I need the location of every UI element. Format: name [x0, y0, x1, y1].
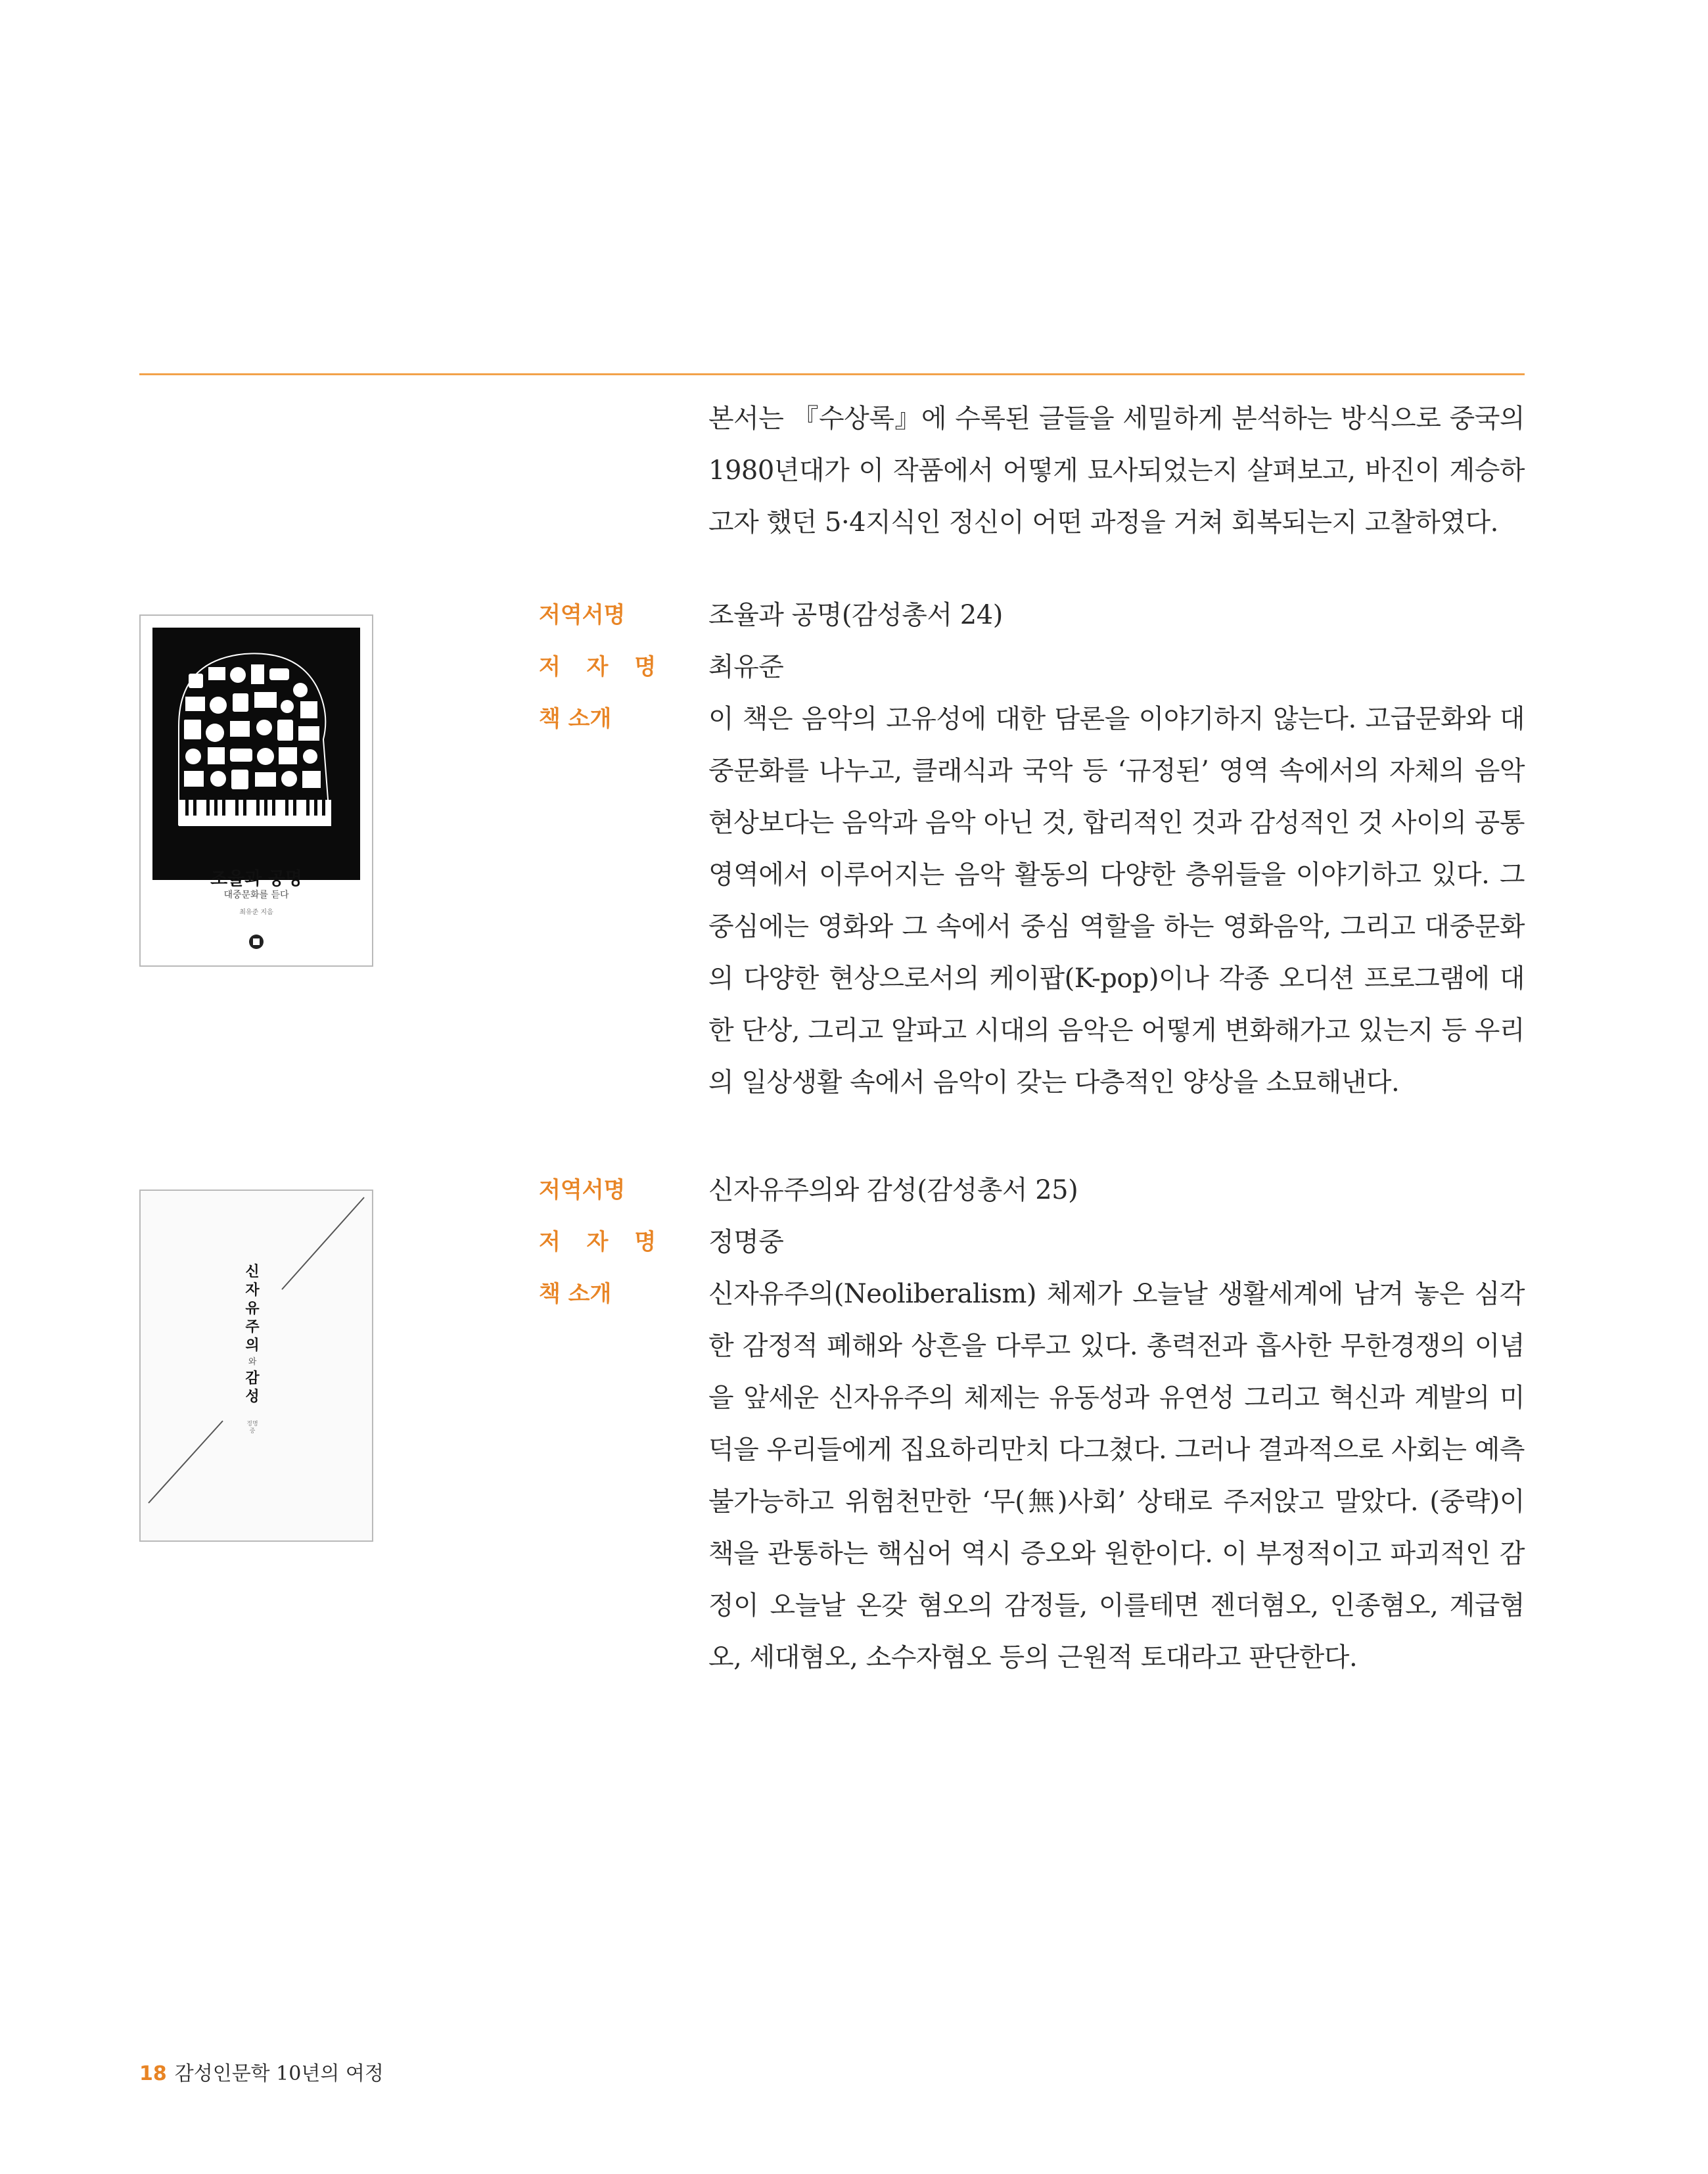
label-title-2: 저역서명	[539, 1177, 626, 1203]
book-title-2: 신자유주의와 감성(감성총서 25)	[708, 1175, 1078, 1205]
cover-subtitle: 대중문화를 듣다	[223, 890, 289, 900]
cover-title-char: 의	[245, 1337, 260, 1354]
page-footer	[139, 2057, 384, 2086]
label-title-1: 저역서명	[539, 602, 626, 628]
label-intro-1: 책 소개	[539, 706, 612, 732]
book-title-1: 조율과 공명(감성총서 24)	[708, 600, 1003, 630]
book-description-2: 신자유주의(Neoliberalism) 체제가 오늘날 생활세계에 남겨 놓은 심각한 감정적 폐해와 상흔을 다루고 있다. 총력전과 흡사한 무한경쟁의 이념을 앞세운 신자유주의 체제는 유동성과 유연성 그리고 혁신과 계발의 미덕을 우리들에게 집요하리만치 다그쳤다. 그러나 결과적으로 사회는 예측 불가능하고 위험천만한 ‘무(無)사회’ 상태로 주저앉고 말았다. (중략)이 책을 관통하는 핵심어 역시 증오와 원한이다. 이 부정적이고 파괴적인 감정이 오늘날 온갖 혐오의 감정들, 이를테면 젠더혐오, 인종혐오, 계급혐오, 세대혐오, 소수자혐오 등의 근원적 토대라고 판단한다.	[708, 1279, 1525, 1673]
header-rule	[139, 373, 1525, 375]
cover-title-char: 유	[245, 1301, 260, 1317]
label-intro-2: 책 소개	[539, 1281, 612, 1307]
cover-author: 최유준 지음	[239, 909, 273, 916]
cover-vertical-title	[239, 1263, 265, 1406]
cover-title-char: 자	[245, 1282, 260, 1299]
cover-author: 정명중	[246, 1421, 258, 1435]
publisher-logo-icon	[246, 933, 267, 951]
intro-paragraph: 본서는 『수상록』에 수록된 글들을 세밀하게 분석하는 방식으로 중국의 1980년대가 이 작품에서 어떻게 묘사되었는지 살펴보고, 바진이 계승하고자 했던 5·4지식인 정신이 어떤 과정을 거쳐 회복되는지 고찰하였다.	[708, 404, 1525, 538]
cover-art	[152, 628, 360, 880]
cover-title-char: 주	[245, 1319, 260, 1335]
label-author-2: 저 자 명	[539, 1229, 666, 1255]
cover-title-char: 감	[245, 1370, 260, 1387]
cover-title-char: 신	[245, 1264, 260, 1280]
piano-collage-icon	[152, 628, 360, 880]
book-author-1: 최유준	[708, 652, 784, 682]
cover-title-char: 성	[245, 1389, 260, 1405]
book-description-1: 이 책은 음악의 고유성에 대한 담론을 이야기하지 않는다. 고급문화와 대중문화를 나누고, 클래식과 국악 등 ‘규정된’ 영역 속에서의 자체의 음악 현상보다는 음악과 음악 아닌 것, 합리적인 것과 감성적인 것 사이의 공통 영역에서 이루어지는 음악 활동의 다양한 층위들을 이야기하고 있다. 그 중심에는 영화와 그 속에서 중심 역할을 하는 영화음악, 그리고 대중문화의 다양한 현상으로서의 케이팝(K-pop)이나 각종 오디션 프로그램에 대한 단상, 그리고 알파고 시대의 음악은 어떻게 변화해가고 있는지 등 우리의 일상생활 속에서 음악이 갖는 다층적인 양상을 소묘해낸다.	[708, 704, 1525, 1098]
book-author-2: 정명중	[708, 1227, 784, 1257]
footer-title: 감성인문학 10년의 여정	[174, 2062, 384, 2085]
page-number: 18	[139, 2062, 167, 2085]
cover-title: 조율과 공명	[210, 869, 302, 889]
book-cover-1	[139, 614, 373, 967]
cover-title-joiner: 와	[248, 1357, 257, 1367]
book-cover-2	[139, 1190, 373, 1542]
label-author-1: 저 자 명	[539, 654, 666, 680]
